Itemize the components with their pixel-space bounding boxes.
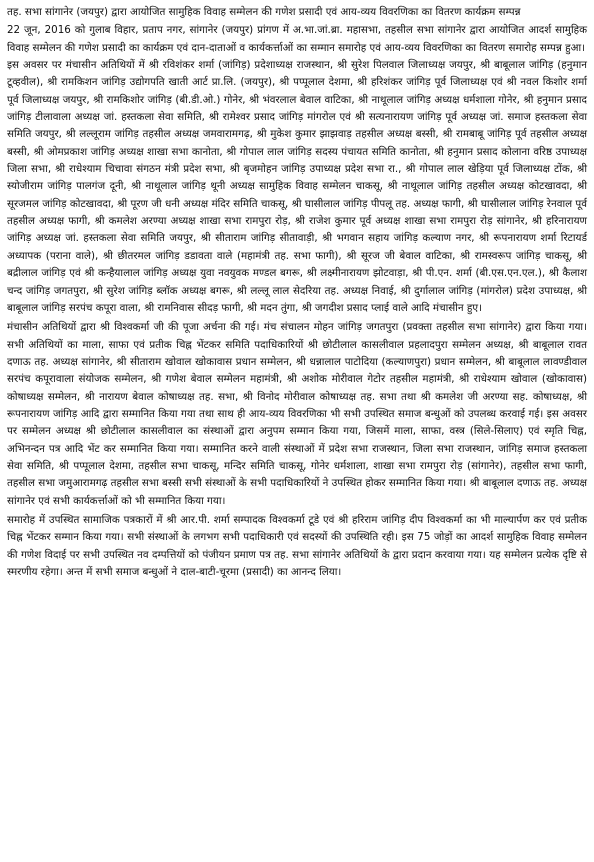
paragraph-event-summary: 22 जून, 2016 को गुलाब विहार, प्रताप नगर, सांगानेर (जयपुर) प्रांगण में अ.भा.जां.ब्रा. महासभा, तहसील सभा सांगानेर द्वारा आयोजित आदर्श सामुहिक विवाह सम्मेलन की गणेश प्रसादी का कार्यक्रम एवं दान-दाताओं व कार्यकर्त्ताओं का सम्मान समारोह एवं आय-व्यय विवरणिका का वितरण समारोह सम्पन्न हुआ।	[7, 24, 587, 54]
paragraph-closing: समारोह में उपस्थित सामाजिक पत्रकारों में श्री आर.पी. शर्मा सम्पादक विश्वकर्मा टूडे एवं श्री हरिराम जांगिड़ दीप विश्वकर्मा का भी माल्यार्पण कर एवं प्रतीक चिह्न भेंटकर सम्मान किया गया। सभी संस्थाओं के लगभग सभी पदाधिकारी एवं सदस्यों की उपस्थिति रही। इस 75 जोड़ों का आदर्श सामुहिक विवाह सम्मेलन की गणेश विदाई पर सभी उपस्थित नव दम्पत्तियों को पंजीयन प्रमाण पत्र तह. सभा सांगानेर अतिथियों के द्वारा प्रदान करवाया गया। यह सम्मेलन प्रत्येक दृष्टि से स्मरणीय रहेगा। अन्त में सभी समाज बन्धुओं ने दाल-बाटी-चूरमा (प्रसादी) का आनन्द लिया।	[7, 513, 587, 578]
paragraph-honors: मंचासीन अतिथियों द्वारा श्री विश्वकर्मा जी की पूजा अर्चना की गई। मंच संचालन मोहन जांगिड़ जगतपुरा (प्रवक्ता तहसील सभा सांगानेर) द्वारा किया गया। सभी अतिथियों का माला, साफा एवं प्रतीक चिह्न भेंटकर समिति पदाधिकारियों श्री छोटीलाल कासलीवाल प्रहलादपुरा सम्मेलन अध्यक्ष, श्री बाबूलाल रावत दणाऊ तह. अध्यक्ष सांगानेर, श्री सीताराम खोवाल खोकावास प्रधान सम्मेलन, श्री धन्नालाल पाटोदिया (कल्याणपुरा) प्रधान सम्मेलन, श्री बाबूलाल लावण्डीवाल सरपंच कपूरावाला संयोजक सम्मेलन, श्री गणेश बेवाल सम्मेलन महामंत्री, श्री अशोक मोरीवाल गेटोर तहसील महामंत्री, श्री राधेश्याम खोवाल (खोकावास) कोषाध्यक्ष सम्मेलन, श्री नारायण बेवाल कोषाध्यक्ष तह. सभा, श्री विनोद मोरीवाल कोषाध्यक्ष तह. सभा तथा श्री कमलेश जी अरण्या सह. कोषाध्यक्ष, श्री रूपनारायण जांगिड़ आदि द्वारा सम्मानित किया गया तथा साथ ही आय-व्यय विवरणिका भी सभी उपस्थित समाज बन्धुओं को उपलब्ध करवाई गई। इस अवसर पर सम्मेलन अध्यक्ष श्री छोटीलाल कासलीवाल का संस्थाओं द्वारा अनुपम सम्मान किया गया, जिसमें माला, साफा, वस्त्र (सिले-सिलाए) एवं स्मृति चिह्न, अभिनन्दन पत्र आदि भेंट कर सम्मानित किया गया। सम्मानित करने वाली संस्थाओं में प्रदेश सभा राजस्थान, जिला सभा राजस्थान, जांगिड़ समाज हस्तकला सेवा समिति, श्री पप्पूलाल देशमा, तहसील सभा चाकसू, मन्दिर समिति चाकसू, गोनेर धर्मशाला, शाखा सभा रामपुरा रोड़ (सांगानेर), तहसील सभा फागी, तहसील सभा जमुआरामगढ़ तहसील सभा बस्सी सभी संस्थाओं के सभी पदाधिकारियों ने उपस्थित होकर सम्मानित किया गया। श्री बाबूलाल दणाऊ तह. अध्यक्ष सांगानेर एवं सभी कार्यकर्त्ताओं को भी सम्मानित किया गया।	[7, 321, 588, 507]
paragraph-dignitaries: इस अवसर पर मंचासीन अतिथियों में श्री रविशंकर शर्मा (जांगिड़) प्रदेशाध्यक्ष राजस्थान, श्री सुरेश पिलवाल जिलाध्यक्ष जयपुर, श्री बाबूलाल जांगिड़ (हनुमान टूव्हवील), श्री रामकिशन जांगिड़ उद्योगपति खाती आर्ट प्रा.लि. (जयपुर), श्री पप्पूलाल देशमा, श्री हरिशंकर जांगिड़ पूर्व जिलाध्यक्ष एवं श्री नवल किशोर शर्मा पूर्व जिलाध्यक्ष जयपुर, श्री रामकिशोर जांगिड़ (बी.डी.ओ.) गोनेर, श्री भंवरलाल बेवाल वाटिका, श्री नाथूलाल जांगिड़ अध्यक्ष धर्मशाला गोनेर, श्री हनुमान प्रसाद जांगिड़ टीलावाला अध्यक्ष जां. हस्तकला सेवा समिति, श्री रामेश्वर प्रसाद जांगिड़ मांगरोल एवं श्री सत्यनारायण जांगिड़ पूर्व अध्यक्ष जां. समाज हस्तकला सेवा समिति जयपुर, श्री लल्लूराम जांगिड़ तहसील अध्यक्ष जमवारामगढ़, श्री मुकेश कुमार झाझवाड़ तहसील अध्यक्ष बस्सी, श्री रामबाबू जांगिड़ पूर्व तहसील अध्यक्ष बस्सी, श्री ओमप्रकाश जांगिड़ अध्यक्ष शाखा सभा कानोता, श्री गोपाल लाल जांगिड़ सदस्य पंचायत समिति कानोता, श्री हनुमान प्रसाद कोलाना वरिष्ठ उपाध्यक्ष जिला सभा, श्री राधेश्याम चिचावा संगठन मंत्री प्रदेश सभा, श्री बृजमोहन जांगिड़ उपाध्यक्ष प्रदेश सभा रा., श्री गोपाल लाल खेड़िया पूर्व जिलाध्यक्ष टोंक, श्री स्योजीराम जांगिड़ पालगंज दूनी, श्री नाथूलाल जांगिड़ थूनी अध्यक्ष सामुहिक विवाह सम्मेलन चाकसू, श्री नाथूलाल जांगिड़ तहसील अध्यक्ष कोटखावदा, श्री सूरजमल जांगिड़ कोटखावदा, श्री पूरण जी धनी अध्यक्ष मंदिर समिति चाकसू, श्री घासीलाल जांगिड़ पीपलू तह. अध्यक्ष फागी, श्री घासीलाल जांगिड़ रेनवाल पूर्व तहसील अध्यक्ष फागी, श्री कमलेश अरण्या अध्यक्ष शाखा सभा रामपुरा रोड़, श्री राजेश कुमार पूर्व अध्यक्ष शाखा सभा रामपुरा रोड़ सांगानेर, श्री हरिनारायण जांगिड़ अध्यक्ष जां. हस्तकला सेवा समिति जयपुर, श्री सीताराम जांगिड़ सीतावाड़ी, श्री भगवान सहाय जांगिड़ कल्याण नगर, श्री रूपनारायण शर्मा रिटायर्ड अध्यापक (पराना वाले), श्री छीतरमल जांगिड़ डडावता वाले (महामंत्री तह. सभा फागी), श्री सूरज जी बेवाल वाटिका, श्री रामस्वरूप जांगिड़ चाकसू, श्री बद्रीलाल जांगिड़ एवं श्री कन्हैयालाल जांगिड़ अध्यक्ष युवा नवयुवक मण्डल बगरू, श्री लक्ष्मीनारायण झोटवाड़ा, श्री पी.एन. शर्मा (बी.एस.एन.एल.), श्री कैलाश चन्द जांगिड़ जगतपुरा, श्री सुरेश जांगिड़ ब्लॉक अध्यक्ष बगरू, श्री लल्लू लाल सेदरिया तह. अध्यक्ष निवाई, श्री दुर्गालाल जांगिड़ (मांगरोल) प्रदेश उपाध्यक्ष, श्री बाबूलाल जांगिड़ सरपंच कपूरा वाला, श्री रामनिवास सीदड़ फागी, श्री मदन तुंगा, श्री जगदीश प्रसाद प्लाई वाले आदि मंचासीन हुए।	[7, 59, 587, 314]
article-title: तह. सभा सांगानेर (जयपुर) द्वारा आयोजित सामुहिक विवाह सम्मेलन की गणेश प्रसादी एवं आय-व्यय विवरणिका का वितरण कार्यक्रम सम्पन्न	[7, 6, 521, 18]
